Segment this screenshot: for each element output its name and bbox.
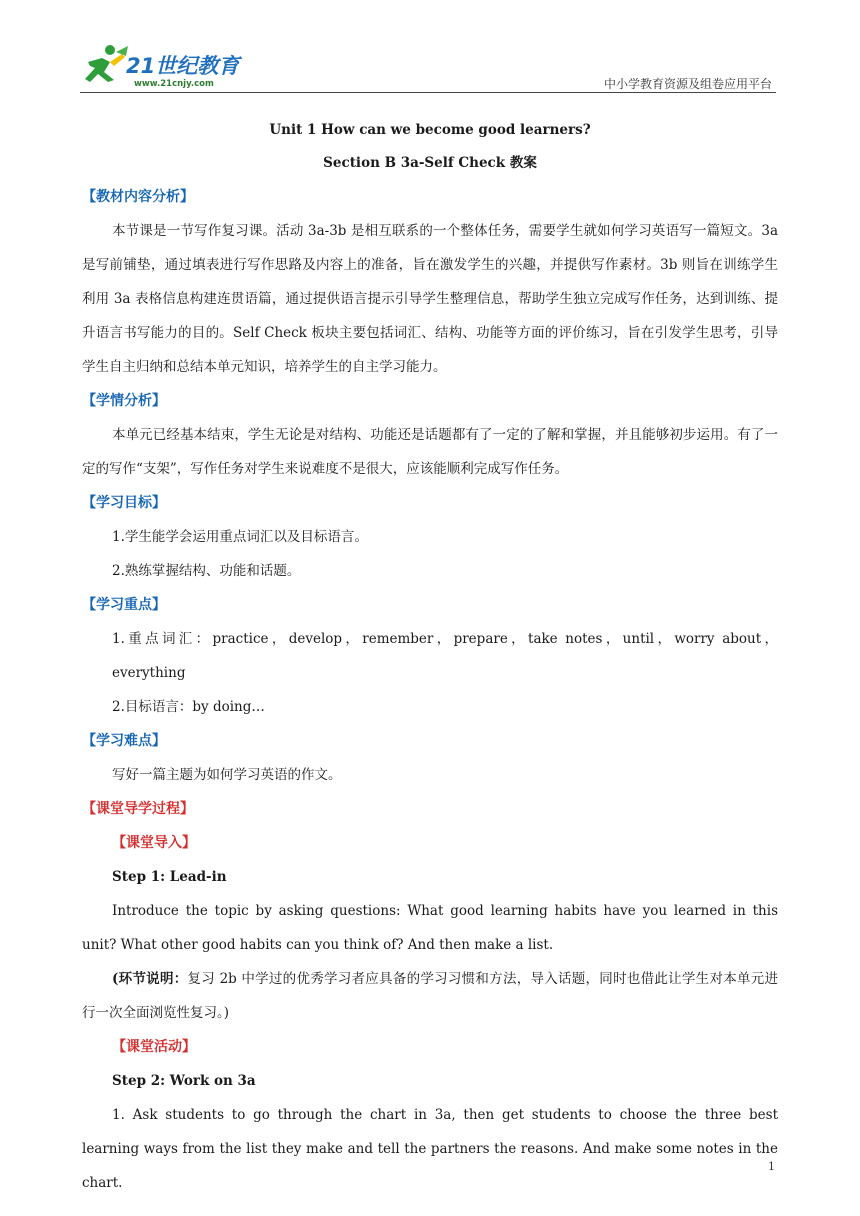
difficulty-paragraph: 写好一篇主题为如何学习英语的作文。 [112,767,342,783]
step1-title: Step 1: Lead-in [112,869,227,885]
step2-title: Step 2: Work on 3a [112,1073,256,1089]
document-body [82,118,778,1200]
subheading-lead-in: 【课堂导入】 [112,835,196,851]
content-analysis-paragraph: 本节课是一节写作复习课。活动 3a-3b 是相互联系的一个整体任务，需要学生就如何学习英语写一篇短文。3a 是写前铺垫，通过填表进行写作思路及内容上的准备，旨在激发学生的兴趣，并提供写作素材。3b 则旨在训练学生利用 3a 表格信息构建连贯语篇，通过提供语言提示引导学生整理信息，帮助学生独立完成写作任务，达到训练、提升语言书写能力的目的。Self Check 板块主要包括词汇、结构、功能等方面的评价练习，旨在引发学生思考，引导学生自主归纳和总结本单元知识，培养学生的自主学习能力。 [82,223,778,375]
subheading-class-activities: 【课堂活动】 [112,1039,196,1055]
section-heading-difficulties: 【学习难点】 [82,733,166,749]
step1-note-label: (环节说明： [112,971,188,987]
learner-analysis-paragraph: 本单元已经基本结束，学生无论是对结构、功能还是话题都有了一定的了解和掌握，并且能够初步运用。有了一定的写作“支架”，写作任务对学生来说难度不是很大，应该能顺利完成写作任务。 [82,427,778,477]
document-subtitle: Section B 3a-Self Check 教案 [323,155,537,171]
platform-tagline: 中小学教育资源及组卷应用平台 [603,77,772,91]
key-point-item: 2.目标语言：by doing… [112,699,265,715]
section-heading-learner-analysis: 【学情分析】 [82,393,166,409]
section-heading-class-process: 【课堂导学过程】 [82,801,194,817]
logo-text: 21世纪教育 [126,54,240,78]
step1-paragraph: Introduce the topic by asking questions: What good learning habits have you learned in this unit? What other good habits can you think of? And then make a list. [82,903,778,953]
step2-paragraph: 1. Ask students to go through the chart in 3a, then get students to choose the three best learning ways from the list they make and tell the partners the reasons. And make some notes in the chart. [82,1107,778,1191]
logo [80,42,280,92]
page-header [80,40,776,92]
document-title: Unit 1 How can we become good learners? [269,122,591,138]
page-number: 1 [768,1160,775,1173]
step1-note-text: 复习 2b 中学过的优秀学习者应具备的学习习惯和方法，导入话题，同时也借此让学生对本单元进行一次全面浏览性复习。) [82,971,779,1021]
objective-item: 1.学生能学会运用重点词汇以及目标语言。 [112,529,368,545]
key-point-item: 1.重点词汇：practice，develop，remember，prepare，take notes，until，worry about，everything [112,631,778,681]
runner-logo-icon [80,42,130,90]
section-heading-objectives: 【学习目标】 [82,495,166,511]
header-divider [80,92,776,93]
step1-note [82,962,778,1030]
section-heading-key-points: 【学习重点】 [82,597,166,613]
logo-url: www.21cnjy.com [134,79,214,89]
section-heading-content-analysis: 【教材内容分析】 [82,189,194,205]
objective-item: 2.熟练掌握结构、功能和话题。 [112,563,301,579]
